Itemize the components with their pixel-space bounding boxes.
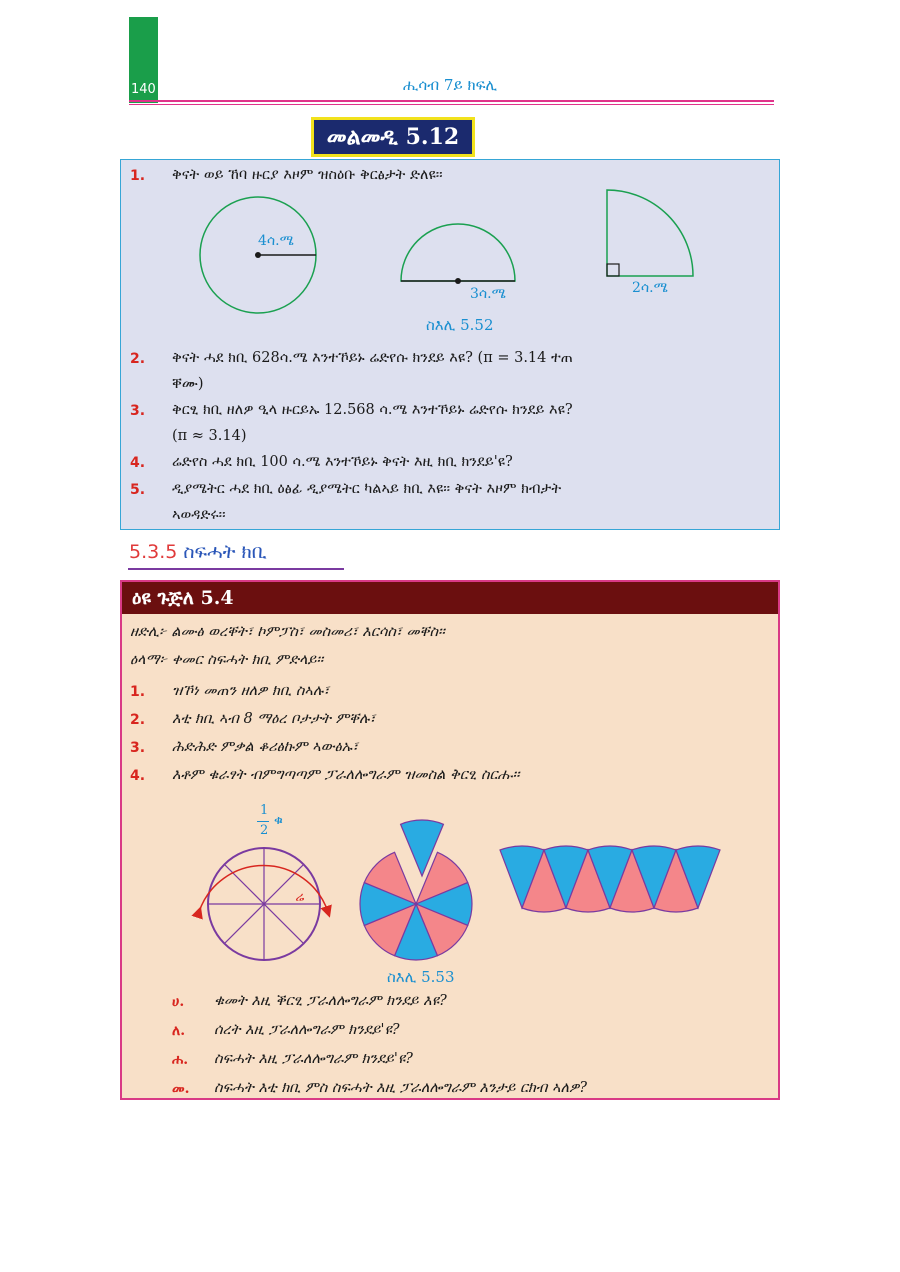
question-text: ዲያሜትር ሓደ ክቢ ዕፅፊ ዲያሜትር ካልኣይ ክቢ እዩ፡፡ ቅናት እዞም ክብታት bbox=[172, 481, 562, 497]
step-text: እቲ ክቢ ኣብ 8 ማዕረ ቦታታት ምቐሉ፣ bbox=[172, 711, 376, 727]
question-letter: ሐ. bbox=[172, 1052, 189, 1068]
quarter-circle bbox=[607, 190, 693, 276]
semicircle bbox=[401, 224, 515, 281]
sector-circle bbox=[360, 820, 472, 960]
radius-label-quarter: 2ሳ.ሜ bbox=[632, 280, 668, 296]
question-text: ቁመት እዚ ቕርፂ ፓራለሎግራም ክንደይ እዩ? bbox=[214, 993, 447, 1009]
step-number: 3. bbox=[130, 740, 146, 756]
radius-label: ሬ bbox=[295, 890, 304, 905]
figure-5-53 bbox=[120, 800, 780, 970]
semicircle-center bbox=[455, 278, 461, 284]
fraction-denominator: 2 bbox=[260, 823, 269, 838]
question-letter: ሀ. bbox=[172, 994, 185, 1010]
fraction-numerator: 1 bbox=[260, 803, 269, 818]
question-letter: ለ. bbox=[172, 1023, 186, 1039]
section-number: 5.3.5 bbox=[129, 541, 178, 563]
right-angle-mark bbox=[607, 264, 619, 276]
question-text-cont: ኣወዳድሩ፡፡ bbox=[172, 507, 226, 523]
step-text: እቶም ቁራፃት ብምግጣጣም ፓራለሎግራም ዝመስል ቅርፂ ስርሑ፡፡ bbox=[172, 767, 520, 783]
question-text: ቅርፂ ክቢ ዘለዎ ዒላ ዙርይኡ 12.568 ሳ.ሜ እንተኾይኑ ሬድየሱ ክንደይ እዩ? bbox=[172, 402, 573, 418]
goal-text: ቀመር ስፍሓት ክቢ ምድላይ፡፡ bbox=[171, 652, 324, 668]
question-text: ቅናት ሓደ ክቢ 628ሳ.ሜ እንተኾይኑ ሬድየሱ ክንደይ እዩ? (π = 3.14 ተጠ bbox=[172, 350, 573, 366]
fraction-bar bbox=[257, 821, 269, 822]
question-text: ስፍሓት እዚ ፓራለሎግራም ክንደይ'ዩ? bbox=[214, 1051, 413, 1067]
step-text: ዝኾነ መጠን ዘለዎ ክቢ ስኣሉ፣ bbox=[172, 683, 330, 699]
circle-center bbox=[255, 252, 261, 258]
page-number: 140 bbox=[131, 82, 156, 97]
question-letter: መ. bbox=[172, 1081, 190, 1097]
figure-5-52 bbox=[120, 185, 780, 320]
activity-title: ዕዩ ጉጅለ 5.4 bbox=[122, 582, 778, 614]
fraction-variable: ቁ bbox=[274, 813, 283, 828]
step-number: 4. bbox=[130, 768, 146, 784]
figure-caption: ስእሊ 5.53 bbox=[387, 968, 455, 986]
question-text: ቅናት ወይ ኸባ ዙርያ እዞም ዝስዕቡ ቅርፅታት ድለዩ፡፡ bbox=[172, 167, 443, 183]
section-underline bbox=[128, 568, 344, 570]
figure-caption: ስእሊ 5.52 bbox=[426, 316, 494, 334]
materials-label: ዘድሊ፦ bbox=[130, 624, 167, 640]
question-text-cont: ቐሙ) bbox=[172, 376, 204, 392]
running-header: ሒሳብ 7ይ ክፍሊ bbox=[402, 76, 498, 94]
question-number: 4. bbox=[130, 455, 146, 471]
exercise-title: መልመዲ 5.12 bbox=[311, 117, 475, 157]
question-text: ስፍሓት እቲ ክቢ ምስ ስፍሓት እዚ ፓራለሎግራም እንታይ ርክብ ኣለዎ? bbox=[214, 1080, 587, 1096]
parallelogram-arrangement bbox=[500, 846, 720, 912]
question-text: ሬድየስ ሓደ ክቢ 100 ሳ.ሜ እንተኾይኑ ቅናት እዚ ክቢ ክንደይ'ዩ? bbox=[172, 454, 513, 470]
step-number: 1. bbox=[130, 684, 146, 700]
materials-text: ልሙፅ ወረቐት፣ ኮምፓስ፣ መስመሪ፣ እርሳስ፣ መቐስ፡፡ bbox=[171, 624, 445, 640]
question-text-cont: (π ≈ 3.14) bbox=[172, 428, 247, 444]
step-number: 2. bbox=[130, 712, 146, 728]
section-heading bbox=[129, 541, 267, 563]
step-text: ሕድሕድ ምቃል ቆሪፅኩም ኣውፅኡ፣ bbox=[172, 739, 359, 755]
goal-label: ዕላማ፦ bbox=[130, 652, 168, 668]
question-number: 5. bbox=[130, 482, 146, 498]
question-number: 2. bbox=[130, 351, 146, 367]
question-number: 1. bbox=[130, 168, 146, 184]
radius-label-circle: 4ሳ.ሜ bbox=[258, 233, 294, 249]
question-number: 3. bbox=[130, 403, 146, 419]
question-text: ሰረት እዚ ፓራለሎግራም ክንደይ'ዩ? bbox=[214, 1022, 400, 1038]
radius-label-semicircle: 3ሳ.ሜ bbox=[470, 286, 506, 302]
header-rule bbox=[129, 100, 774, 102]
header-rule-thin bbox=[129, 104, 774, 105]
goal-line bbox=[130, 652, 323, 668]
materials-line bbox=[130, 624, 445, 640]
section-title: ስፍሓት ክቢ bbox=[183, 541, 267, 563]
